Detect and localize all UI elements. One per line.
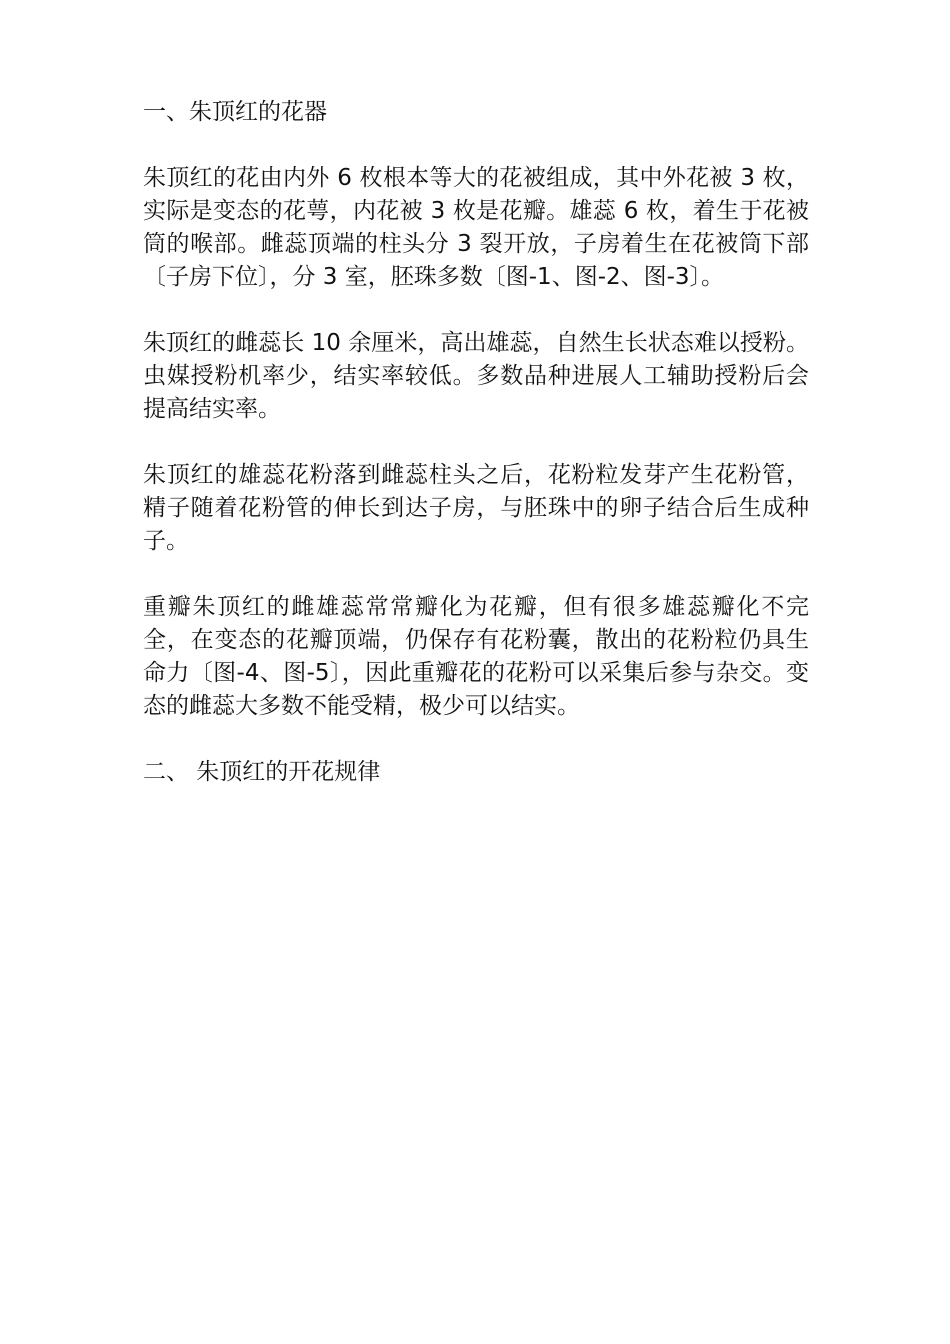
- paragraph-pistil-pollination: 朱顶红的雌蕊长 10 余厘米，高出雄蕊，自然生长状态难以授粉。虫媒授粉机率少，结实率较低。多数品种进展人工辅助授粉后会提高结实率。: [143, 330, 809, 422]
- section-heading-flowering-pattern: 二、 朱顶红的开花规律: [143, 759, 381, 785]
- paragraph-flower-structure: 朱顶红的花由内外 6 枚根本等大的花被组成，其中外花被 3 枚，实际是变态的花萼，内花被 3 枚是花瓣。雄蕊 6 枚，着生于花被筒的喉部。雌蕊顶端的柱头分 3 裂开放，子房着生在花被筒下部〔子房下位〕，分 3 室，胚珠多数〔图-1、图-2、图-3〕。: [143, 165, 809, 290]
- section-heading-flower-organs: 一、朱顶红的花器: [143, 99, 327, 125]
- paragraph-pollen-tube: 朱顶红的雄蕊花粉落到雌蕊柱头之后，花粉粒发芽产生花粉管，精子随着花粉管的伸长到达子房，与胚珠中的卵子结合后生成种子。: [143, 462, 809, 554]
- document-page: [143, 96, 809, 789]
- paragraph-double-flowers: 重瓣朱顶红的雌雄蕊常常瓣化为花瓣，但有很多雄蕊瓣化不完全，在变态的花瓣顶端，仍保存有花粉囊，散出的花粉粒仍具生命力〔图-4、图-5〕，因此重瓣花的花粉可以采集后参与杂交。变态的雌蕊大多数不能受精，极少可以结实。: [143, 594, 809, 719]
